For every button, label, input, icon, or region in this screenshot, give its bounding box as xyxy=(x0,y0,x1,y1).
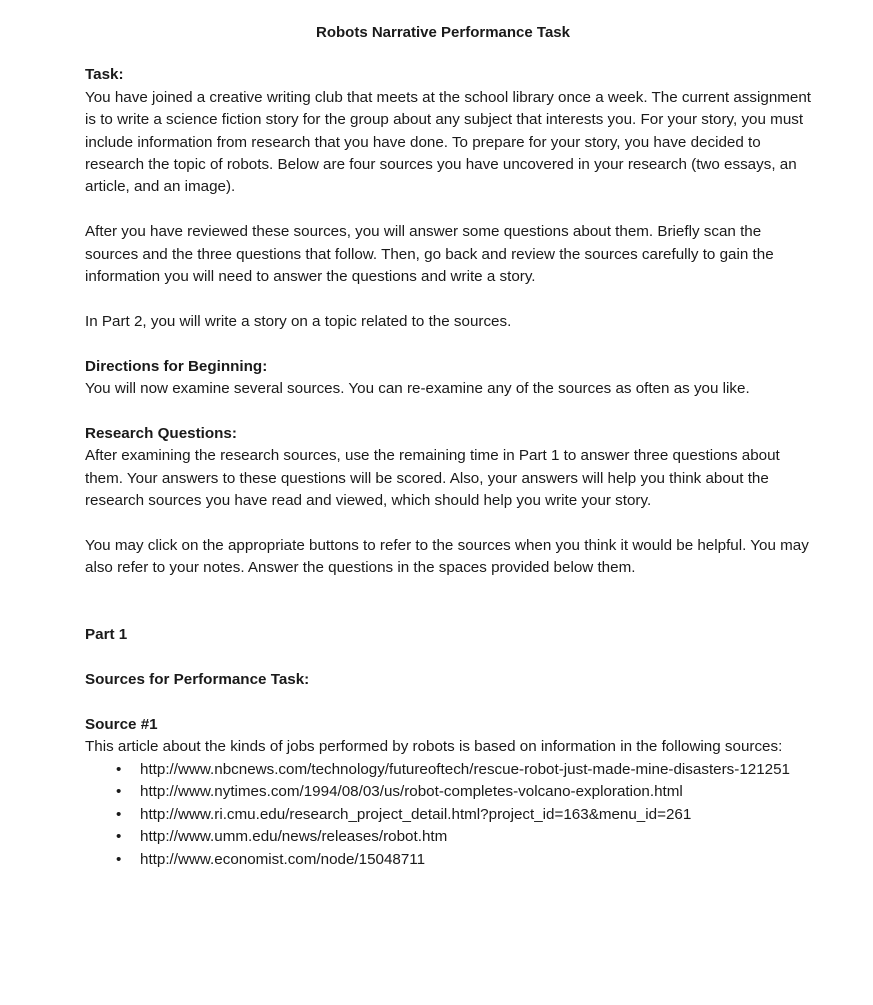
research-paragraph-1: After examining the research sources, use the remaining time in Part 1 to answer three questions about them. Your answers to these questions will be scored. Also, your answers will help you think about the research sources you have read and viewed, which should help you write your story. xyxy=(85,447,780,510)
source-link[interactable]: http://www.umm.edu/news/releases/robot.htm xyxy=(140,828,448,846)
source-link-item xyxy=(116,759,815,781)
source-link[interactable]: http://www.nytimes.com/1994/08/03/us/robot-completes-volcano-exploration.html xyxy=(140,783,683,801)
directions-heading: Directions for Beginning: xyxy=(85,357,268,375)
spacer xyxy=(85,288,815,310)
task-paragraph-2: After you have reviewed these sources, you will answer some questions about them. Briefly scan the sources and the three questions that follow. Then, go back and review the sources carefully to gain the information you will need to answer the questions and write a story. xyxy=(85,223,774,286)
bullet-icon: • xyxy=(116,783,122,801)
sources-heading: Sources for Performance Task: xyxy=(85,671,310,689)
task-paragraph-3: In Part 2, you will write a story on a topic related to the sources. xyxy=(85,312,512,330)
spacer xyxy=(85,512,815,534)
bullet-icon: • xyxy=(116,850,122,868)
bullet-icon: • xyxy=(116,828,122,846)
document-page xyxy=(85,22,815,871)
bullet-icon: • xyxy=(116,805,122,823)
research-paragraph-2: You may click on the appropriate buttons to refer to the sources when you think it would be helpful. You may also refer to your notes. Answer the questions in the spaces provided below them. xyxy=(85,536,809,577)
source-link[interactable]: http://www.economist.com/node/15048711 xyxy=(140,850,426,868)
spacer xyxy=(85,199,815,221)
research-questions-heading: Research Questions: xyxy=(85,424,237,442)
source-link-item xyxy=(116,826,815,848)
source-link-item xyxy=(116,849,815,871)
part-heading: Part 1 xyxy=(85,626,128,644)
source1-heading: Source #1 xyxy=(85,716,158,734)
spacer xyxy=(85,647,815,669)
source-link-item xyxy=(116,781,815,803)
source-link-item xyxy=(116,804,815,826)
task-heading: Task: xyxy=(85,66,124,84)
spacer xyxy=(85,692,815,714)
task-paragraph-1: You have joined a creative writing club that meets at the school library once a week. The current assignment is to write a science fiction story for the group about any subject that interests you. For your story, you must include information from research that you have done. To prepare for your story, you have decided to research the topic of robots. Below are four sources you have uncovered in your research (two essays, an article, and an image). xyxy=(85,88,812,196)
source-link[interactable]: http://www.ri.cmu.edu/research_project_detail.html?project_id=163&menu_id=261 xyxy=(140,805,692,823)
directions-paragraph: You will now examine several sources. You can re-examine any of the sources as often as you like. xyxy=(85,380,750,398)
spacer xyxy=(85,400,815,422)
source1-link-list xyxy=(85,759,815,871)
source-link[interactable]: http://www.nbcnews.com/technology/futureoftech/rescue-robot-just-made-mine-disasters-121251 xyxy=(140,760,790,778)
spacer xyxy=(85,333,815,355)
spacer xyxy=(85,580,815,625)
source1-intro: This article about the kinds of jobs performed by robots is based on information in the following sources: xyxy=(85,738,783,756)
document-title: Robots Narrative Performance Task xyxy=(316,24,570,41)
bullet-icon: • xyxy=(116,760,122,778)
